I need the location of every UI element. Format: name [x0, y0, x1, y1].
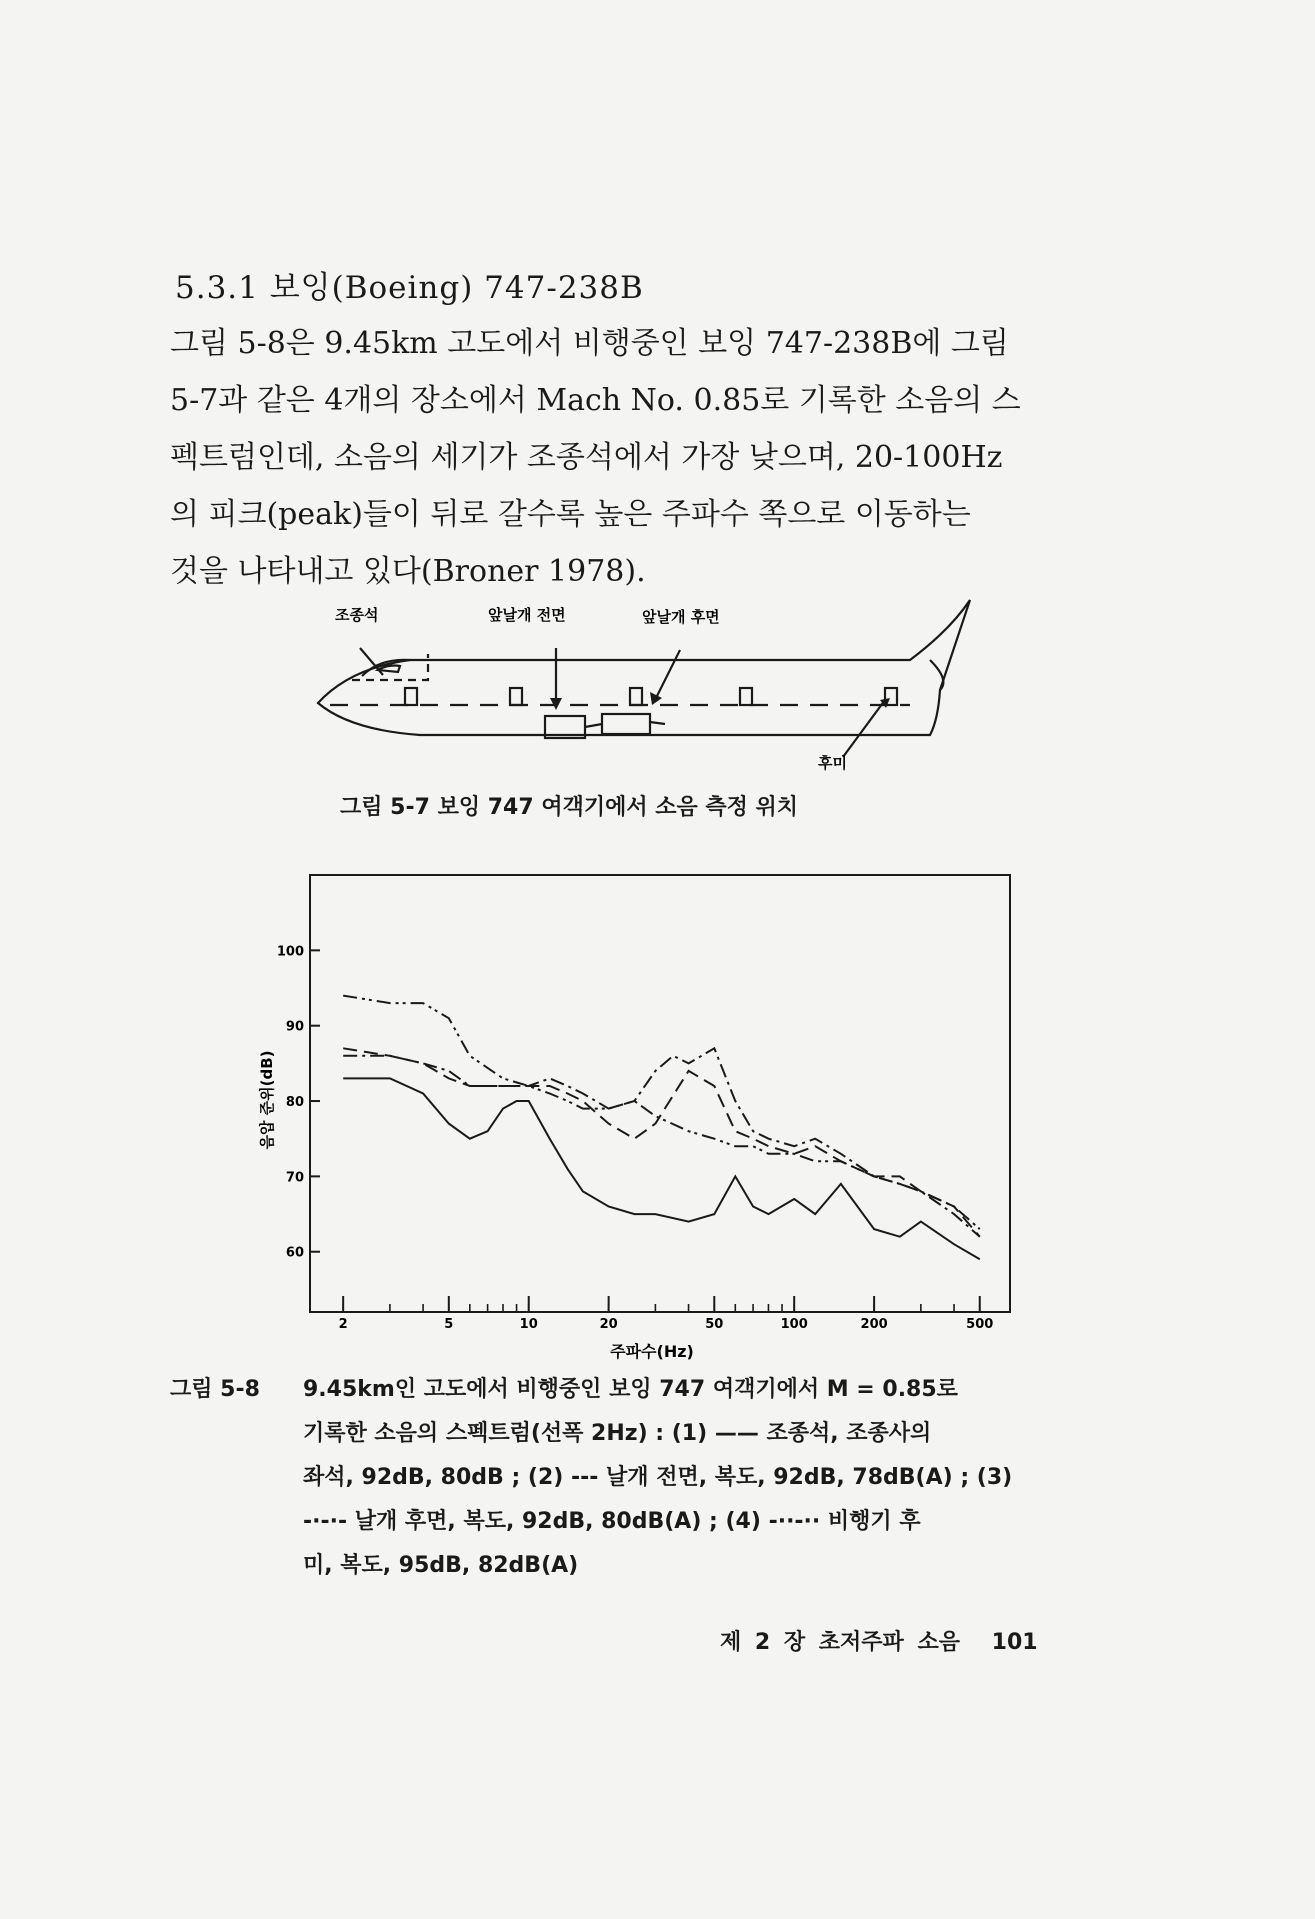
y-tick-label: 90	[285, 1019, 304, 1035]
label-tail: 후미	[818, 754, 847, 772]
x-tick-label: 50	[705, 1317, 724, 1332]
body-line: 5-7과 같은 4개의 장소에서 Mach No. 0.85로 기록한 소음의 스	[170, 383, 1021, 418]
figure-7-caption: 그림 5-7 보잉 747 여객기에서 소음 측정 위치	[340, 795, 799, 820]
y-tick-label: 70	[285, 1170, 304, 1186]
series-line-3	[343, 1048, 980, 1236]
series-line-1	[343, 1078, 980, 1259]
y-tick-label: 100	[276, 944, 304, 960]
section-title: 5.3.1 보잉(Boeing) 747-238B	[175, 270, 644, 306]
x-tick-label: 10	[519, 1317, 538, 1332]
chapter-title: 제 2 장 초저주파 소음	[720, 1630, 960, 1655]
page-footer	[720, 1625, 1038, 1656]
y-tick-label: 80	[285, 1095, 304, 1111]
body-line: 펙트럼인데, 소음의 세기가 조종석에서 가장 낮으며, 20-100Hz	[170, 440, 1003, 475]
body-line: 그림 5-8은 9.45km 고도에서 비행중인 보잉 747-238B에 그림	[170, 326, 1009, 361]
x-tick-label: 500	[966, 1317, 994, 1332]
caption-line: 9.45km인 고도에서 비행중인 보잉 747 여객기에서 M = 0.85로	[303, 1377, 958, 1402]
x-tick-label: 5	[444, 1317, 454, 1332]
y-axis-label: 음압 준위(dB)	[258, 1050, 276, 1150]
x-axis-label: 주파수(Hz)	[610, 1342, 694, 1361]
x-tick-label: 100	[780, 1317, 808, 1332]
label-cockpit: 조종석	[335, 606, 379, 624]
series-line-2	[343, 1048, 980, 1236]
figure-8-label: 그림 5-8	[170, 1377, 260, 1402]
chart-frame	[310, 875, 1010, 1312]
x-tick-label: 2	[338, 1317, 348, 1332]
label-wing-rear: 앞날개 후면	[642, 608, 720, 626]
body-line: 의 피크(peak)들이 뒤로 갈수록 높은 주파수 쪽으로 이동하는	[170, 497, 971, 532]
y-tick-label: 60	[285, 1245, 304, 1261]
caption-line: 기록한 소음의 스펙트럼(선폭 2Hz) : (1) —— 조종석, 조종사의	[303, 1421, 932, 1446]
x-tick-label: 200	[860, 1317, 888, 1332]
label-wing-front: 앞날개 전면	[488, 606, 566, 624]
page-number: 101	[991, 1630, 1038, 1655]
x-tick-label: 20	[599, 1317, 618, 1332]
caption-line: 미, 복도, 95dB, 82dB(A)	[303, 1553, 579, 1578]
caption-line: -·-·- 날개 후면, 복도, 92dB, 80dB(A) ; (4) -··-·· 비행기 후	[303, 1509, 921, 1534]
caption-line: 좌석, 92dB, 80dB ; (2) --- 날개 전면, 복도, 92dB, 78dB(A) ; (3)	[303, 1465, 1013, 1490]
body-line: 것을 나타내고 있다(Broner 1978).	[170, 554, 646, 589]
